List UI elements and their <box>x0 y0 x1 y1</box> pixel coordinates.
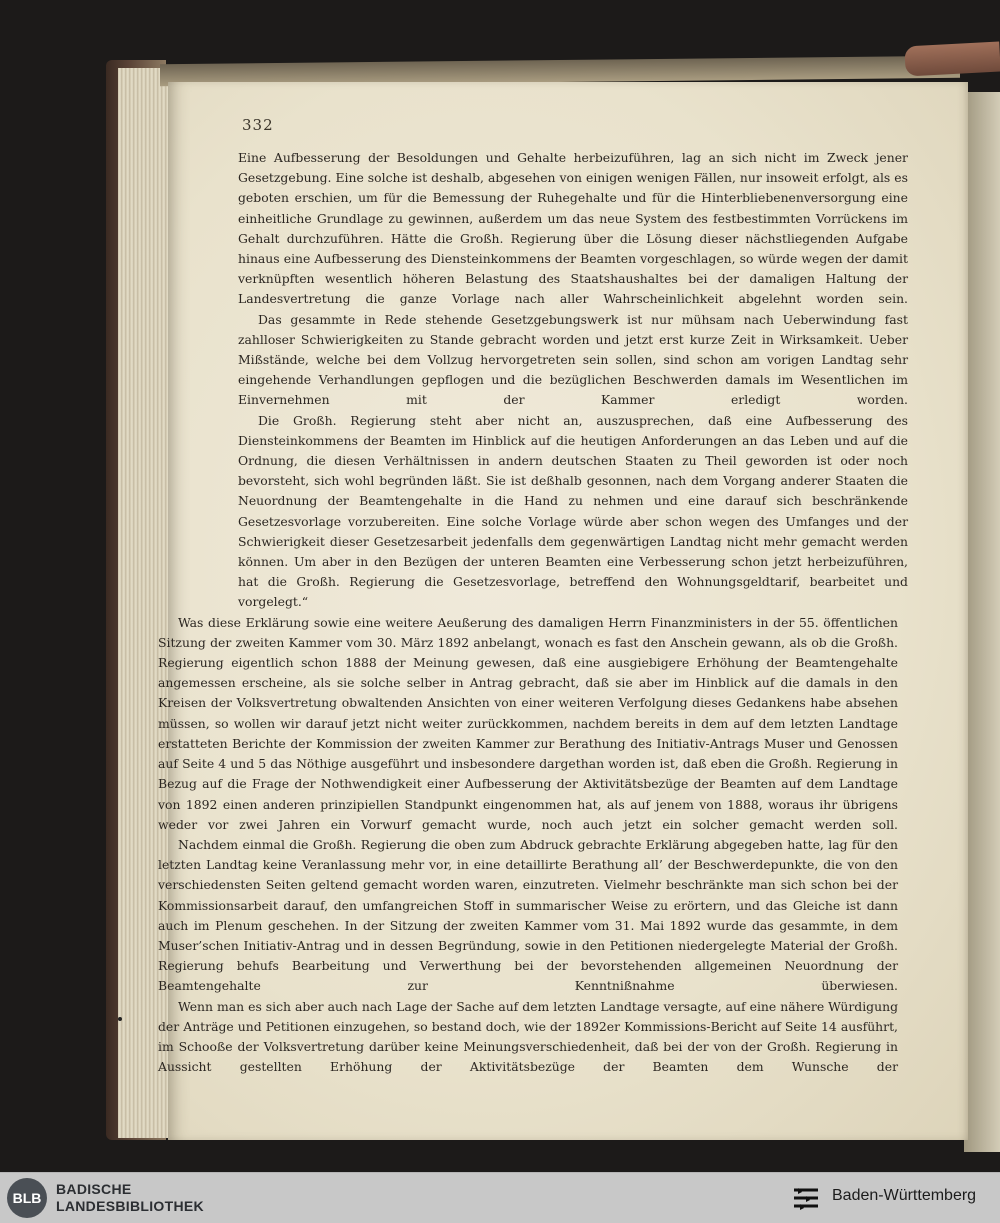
body-paragraph-1: Was diese Erklärung sowie eine weitere Aeußerung des damaligen Herrn Finanzministers in der 55. öffentlichen Sitzung der zweiten Kammer vom 30. März 1892 anbelangt, wonach es fast den Anschein gewann, als ob die Großh. Regierung eigentlich schon 1888 der Meinung gewesen, daß eine ausgiebigere Erhöhung der Beamtengehalte angemessen erscheine, als sie solche selber in Antrag gebracht, daß sie aber im Hinblick auf die damals in den Kreisen der Volksvertretung obwaltenden Ansichten von einer weiteren Verfolgung dieses Gedankens habe absehen müssen, so wollen wir darauf jetzt nicht weiter zurückkommen, nachdem bereits in dem auf dem letzten Landtage erstatteten Berichte der Kommission der zweiten Kammer zur Berathung des Initiativ-Antrags Muser und Genossen auf Seite 4 und 5 das Nöthige ausgeführt und insbesondere dargethan worden ist, daß eben die Großh. Regierung in Bezug auf die Frage der Nothwendigkeit einer Aufbesserung der Aktivitätsbezüge der Beamten auf dem Landtage von 1892 einen anderen prinzipiellen Standpunkt eingenommen hat, als auf jenem von 1888, woraus ihr übrigens weder vor zwei Jahren ein Vorwurf gemacht wurde, noch auch jetzt ein solcher gemacht werden soll. <box>158 614 898 832</box>
quote-paragraph-2: Das gesammte in Rede stehende Gesetzgebungswerk ist nur mühsam nach Ueberwindung fast zahlloser Schwierigkeiten zu Stande gebracht worden und jetzt erst kurze Zeit in Wirksamkeit. Ueber Mißstände, welche bei dem Vollzug hervorgetreten sein sollen, sind schon am vorigen Landtag sehr eingehende Verhandlungen gepflogen und die bezüglichen Beschwerden damals im Wesentlichen im Einvernehmen mit der Kammer erledigt worden. <box>238 311 908 408</box>
page-number: 332 <box>242 116 274 134</box>
bookmark-ribbon <box>904 42 1000 77</box>
library-name-line-2: LANDESBIBLIOTHEK <box>56 1198 204 1214</box>
page-text <box>158 148 908 1077</box>
library-name[interactable] <box>56 1181 204 1215</box>
ink-speck <box>118 1017 122 1021</box>
quote-paragraph-1: Eine Aufbesserung der Besoldungen und Gehalte herbeizuführen, lag an sich nicht im Zweck jener Gesetzgebung. Eine solche ist deshalb, abgesehen von einigen wenigen Fällen, nur insoweit erfolgt, als es geboten erschien, um für die Bemessung der Ruhegehalte und für die Hinterbliebenenversorgung eine einheitliche Grundlage zu gewinnen, außerdem um das neue System des festbestimmten Vorrückens im Gehalt durchzuführen. Hätte die Großh. Regierung über die Lösung dieser nächstliegenden Aufgabe hinaus eine Aufbesserung des Diensteinkommens der Beamten vorgeschlagen, so würde wegen der damit verknüpften wesentlich höheren Belastung des Staatshaushaltes bei der damaligen Haltung der Landesvertretung die ganze Vorlage nach aller Wahrscheinlichkeit abgelehnt worden sein. <box>238 150 908 307</box>
viewer-footer-bar <box>0 1172 1000 1223</box>
book-page <box>158 82 968 1140</box>
state-name[interactable]: Baden-Württemberg <box>832 1187 977 1204</box>
library-name-line-1: BADISCHE <box>56 1181 132 1197</box>
facing-page-edge <box>964 92 1000 1152</box>
quote-paragraph-3: Die Großh. Regierung steht aber nicht an, auszusprechen, daß eine Aufbesserung des Diensteinkommens der Beamten im Hinblick auf die heutigen Anforderungen an das Leben und auf die Ordnung, die diesen Verhältnissen in andern deutschen Staaten zu Theil geworden ist oder noch bevorsteht, sich wohl begründen läßt. Sie ist deßhalb gesonnen, nach dem Vorgang anderer Staaten die Neuordnung der Beamtengehalte in die Hand zu nehmen und eine darauf sich beschränkende Gesetzesvorlage vorzubereiten. Eine solche Vorlage würde aber schon wegen des Umfanges und der Schwierigkeit dieser Gesetzesarbeit jedenfalls dem gegenwärtigen Landtag nicht mehr gemacht werden können. Um aber in den Bezügen der unteren Beamten eine Verbesserung schon jetzt herbeizuführen, hat die Großh. Regierung die Gesetzesvorlage, betreffend den Wohnungsgeldtarif, bearbeitet und vorgelegt.“ <box>238 412 908 610</box>
blb-logo-icon[interactable]: BLB <box>7 1178 47 1218</box>
body-paragraph-3: Wenn man es sich aber auch nach Lage der Sache auf dem letzten Landtage versagte, auf eine nähere Würdigung der Anträge und Petitionen einzugehen, so bestand doch, wie der 1892er Kommissions-Bericht auf Seite 14 ausführt, im Schooße der Volksvertretung darüber keine Meinungsverschiedenheit, daß bei der von der Großh. Regierung in Aussicht gestellten Erhöhung der Aktivitätsbezüge der Beamten dem Wunsche der <box>158 998 898 1075</box>
baden-wuerttemberg-coat-of-arms-icon[interactable] <box>790 1182 822 1214</box>
body-paragraph-2: Nachdem einmal die Großh. Regierung die oben zum Abdruck gebrachte Erklärung abgegeben hatte, lag für den letzten Landtag keine Veranlassung mehr vor, in eine detaillirte Berathung all’ der Beschwerdepunkte, die von den verschiedensten Seiten geltend gemacht worden waren, einzutreten. Vielmehr beschränkte man sich schon bei der Kommissionsarbeit darauf, den umfangreichen Stoff in summarischer Weise zu erörtern, und das Gleiche ist dann auch im Plenum geschehen. In der Sitzung der zweiten Kammer vom 31. Mai 1892 wurde das gesammte, in dem Muser’schen Initiativ-Antrag und in dessen Begründung, sowie in den Petitionen niedergelegte Material der Großh. Regierung behufs Bearbeitung und Verwerthung bei der bevorstehenden allgemeinen Neuordnung der Beamtengehalte zur Kenntnißnahme überwiesen. <box>158 836 898 994</box>
